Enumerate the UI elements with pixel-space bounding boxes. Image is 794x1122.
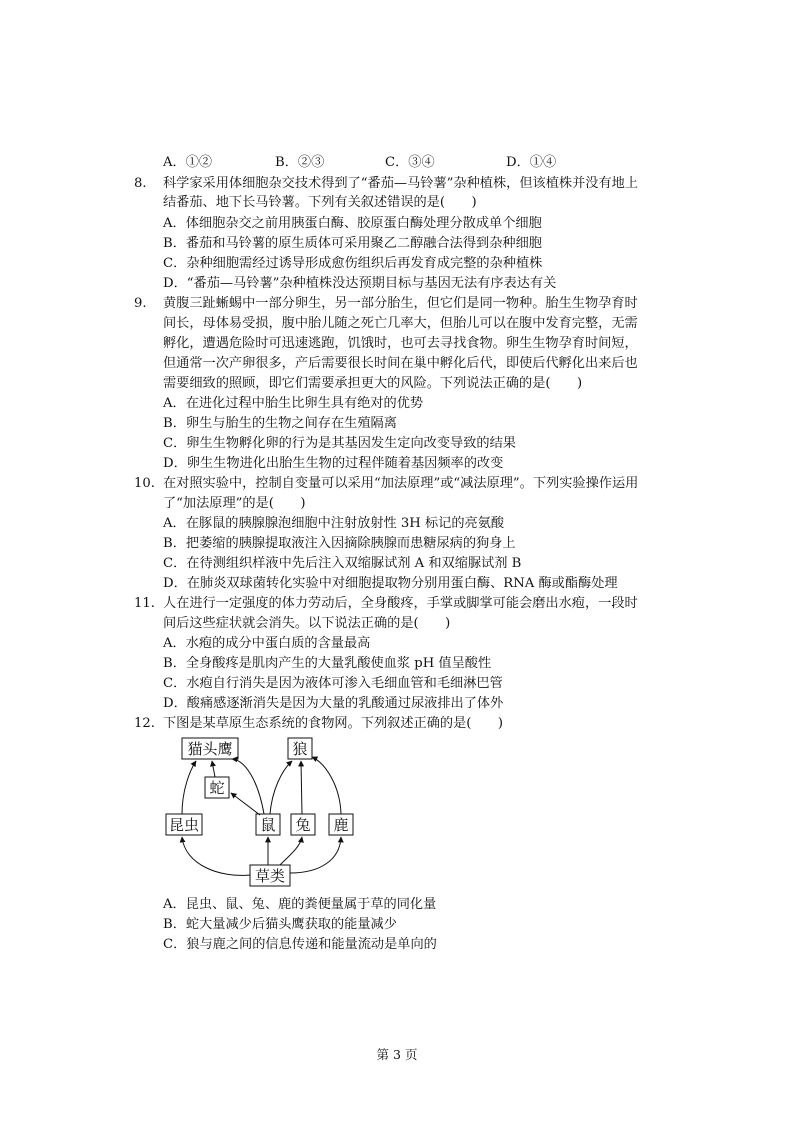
q9-stem-line: 黄腹三趾蜥蜴中一部分卵生，另一部分胎生，但它们是同一物种。胎生生物孕育时 [163, 296, 638, 311]
q10-option-a: A．在豚鼠的胰腺腺泡细胞中注射放射性 3H 标记的亮氨酸 [163, 516, 505, 531]
arrow-grass-insect [182, 837, 250, 875]
q7-option-a: A．①② [163, 155, 213, 170]
q8-number: 8. [134, 176, 147, 191]
arrow-mouse-snake [231, 793, 260, 815]
q9-option-a: A．在进化过程中胎生比卵生具有绝对的优势 [163, 396, 424, 411]
q9-option-c: C．卵生生物孵化卵的行为是其基因发生定向改变导致的结果 [163, 436, 516, 451]
q9-stem-line: 需要细致的照顾，即它们需要承担更大的风险。下列说法正确的是( ) [163, 376, 583, 391]
arrow-insect-owl [182, 761, 196, 814]
q9-option-d: D．卵生生物进化出胎生生物的过程伴随着基因频率的改变 [163, 456, 504, 471]
q8-option-d: D．“番茄—马铃薯”杂种植株没达预期目标与基因无法有序表达有关 [163, 276, 557, 291]
q9-number: 9. [134, 296, 147, 311]
q10-option-b: B．把萎缩的胰腺提取液注入因摘除胰腺而患糖尿病的狗身上 [163, 536, 516, 551]
q10-stem-line: 在对照实验中，控制自变量可以采用“加法原理”或“减法原理”。下列实验操作运用 [163, 476, 639, 491]
q10-number: 10. [134, 476, 155, 491]
grass-label: 草类 [254, 867, 286, 885]
q12-option-a: A．昆虫、鼠、兔、鹿的粪便量属于草的同化量 [163, 897, 437, 912]
insect-label: 昆虫 [168, 816, 200, 834]
q12-option-b: B．蛇大量减少后猫头鹰获取的能量减少 [163, 917, 397, 932]
q8-option-c: C．杂种细胞需经过诱导形成愈伤组织后再发育成完整的杂种植株 [163, 256, 543, 271]
q7-option-b: B．②③ [275, 155, 325, 170]
arrow-mouse-wolf [270, 761, 292, 814]
arrow-deer-wolf [312, 757, 341, 814]
q11-stem-line: 间后这些症状就会消失。以下说法正确的是( ) [163, 616, 451, 631]
arrow-snake-owl [212, 761, 215, 777]
snake-label: 蛇 [209, 779, 225, 797]
q9-option-b: B．卵生与胎生的生物之间存在生殖隔离 [163, 416, 397, 431]
q8-stem-line: 结番茄、地下长马铃薯。下列有关叙述错误的是( ) [163, 195, 477, 210]
q12-number: 12. [134, 716, 155, 731]
q10-option-d: D．在肺炎双球菌转化实验中对细胞提取物分别用蛋白酶、RNA 酶或酯酶处理 [163, 576, 618, 591]
food-web-diagram [160, 735, 370, 890]
q11-number: 11. [134, 596, 155, 611]
q8-stem-line: 科学家采用体细胞杂交技术得到了“番茄—马铃薯”杂种植株，但该植株并没有地上 [163, 176, 639, 191]
q9-stem-line: 孵化，遭遇危险时可迅速逃跑，饥饿时，也可去寻找食物。卵生生物孕育时间短， [163, 336, 638, 351]
q7-options-row [163, 153, 583, 172]
q10-option-c: C．在待测组织样液中先后注入双缩脲试剂 A 和双缩脲试剂 B [163, 556, 522, 571]
q11-option-c: C．水疱自行消失是因为液体可渗入毛细血管和毛细淋巴管 [163, 676, 503, 691]
page-footer: 第 3 页 [376, 1047, 418, 1062]
q11-stem-line: 人在进行一定强度的体力劳动后，全身酸疼，手掌或脚掌可能会磨出水疱，一段时 [163, 596, 638, 611]
q7-option-c: C．③④ [385, 155, 435, 170]
arrow-grass-rabbit [280, 837, 302, 865]
q7-option-d: D．①④ [506, 155, 557, 170]
q8-option-b: B．番茄和马铃薯的原生质体可采用聚乙二醇融合法得到杂种细胞 [163, 236, 542, 251]
wolf-label: 狼 [292, 740, 308, 758]
q8-option-a: A．体细胞杂交之前用胰蛋白酶、胶原蛋白酶处理分散成单个细胞 [163, 216, 542, 231]
q12-option-c: C．狼与鹿之间的信息传递和能量流动是单向的 [163, 937, 437, 952]
owl-label: 猫头鹰 [187, 740, 233, 758]
rabbit-label: 兔 [295, 816, 311, 834]
q9-stem-line: 间长，母体易受损，腹中胎儿随之死亡几率大，但胎儿可以在腹中发育完整，无需 [163, 316, 638, 331]
arrow-rabbit-wolf [301, 761, 302, 814]
q12-stem-line: 下图是某草原生态系统的食物网。下列叙述正确的是( ) [163, 716, 503, 731]
deer-label: 鹿 [333, 816, 349, 834]
arrow-grass-deer [290, 837, 341, 873]
q11-option-a: A．水疱的成分中蛋白质的含量最高 [163, 636, 371, 651]
q11-option-b: B．全身酸疼是肌肉产生的大量乳酸使血浆 pH 值呈酸性 [163, 656, 492, 671]
q10-stem-line: 了“加法原理”的是( ) [163, 496, 306, 511]
q9-stem-line: 但通常一次产卵很多，产后需要很长时间在巢中孵化后代，即使后代孵化出来后也 [163, 356, 638, 371]
mouse-label: 鼠 [260, 816, 276, 834]
q11-option-d: D．酸痛感逐渐消失是因为大量的乳酸通过尿液排出了体外 [163, 696, 504, 711]
